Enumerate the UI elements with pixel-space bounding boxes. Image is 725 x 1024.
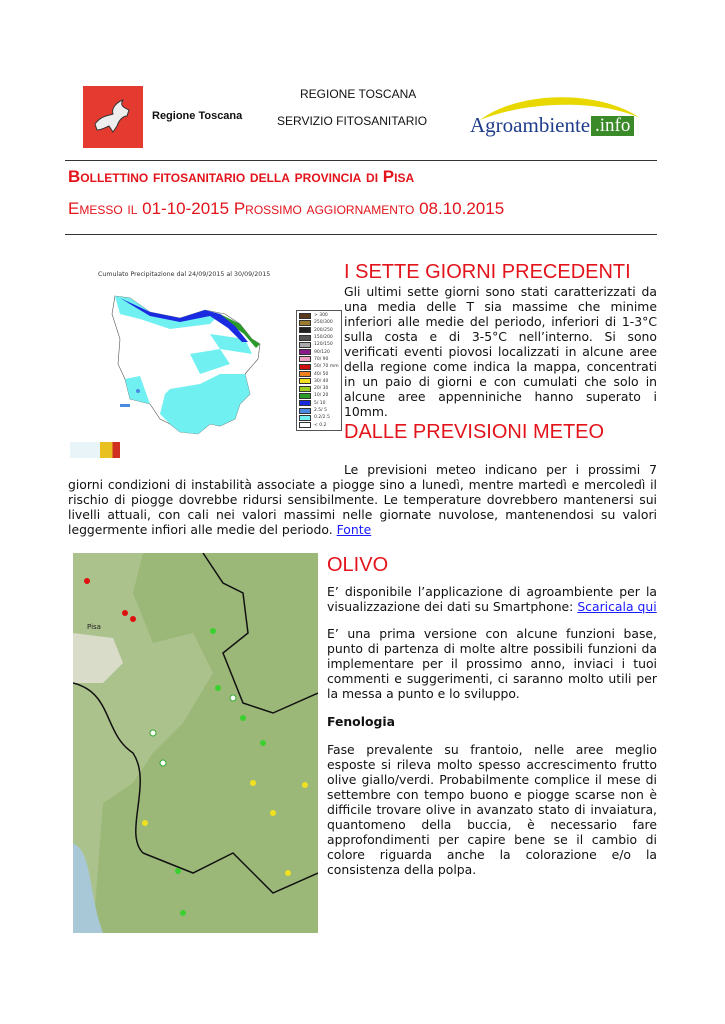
map-label-pisa: Pisa bbox=[87, 623, 101, 631]
olive-monitoring-map bbox=[73, 553, 318, 933]
legend-item: 50/ 70 mm bbox=[299, 363, 339, 370]
legend-item: 30/ 40 bbox=[299, 378, 339, 385]
precip-map-title: Cumulato Precipitazione dal 24/09/2015 al 30/09/2015 bbox=[98, 271, 271, 278]
previous-days-text: Gli ultimi sette giorni sono stati caratterizzati da una media delle T sia massime che minime inferiori alle medie del periodo, inferiori di 1-3°C sulla costa e di 3-5°C nell’interno. Si sono verificati eventi piovosi localizzati in alcune aree della regione come indica la mappa, concentrati in un paio di giorni e con cumulati che solo in alcune aree appenniniche hanno superato i 10mm. bbox=[344, 284, 657, 419]
legend-item: 40/ 50 bbox=[299, 370, 339, 377]
legend-item: 2.5/ 5 bbox=[299, 407, 339, 414]
legend-item: 5/ 10 bbox=[299, 400, 339, 407]
agroambiente-logo: Agroambiente .info bbox=[470, 94, 645, 140]
org-line-2: SERVIZIO FITOSANITARIO bbox=[277, 114, 428, 128]
legend-item: 150/200 bbox=[299, 334, 339, 341]
bulletin-subtitle: Emesso il 01-10-2015 Prossimo aggiornamento 08.10.2015 bbox=[68, 199, 505, 218]
legend-item: 200/250 bbox=[299, 327, 339, 334]
fenologia-heading: Fenologia bbox=[327, 714, 395, 729]
section-heading-previous-days: I SETTE GIORNI PRECEDENTI bbox=[344, 261, 631, 283]
legend-item: 10/ 20 bbox=[299, 392, 339, 399]
legend-item: 20/ 30 bbox=[299, 385, 339, 392]
tuscany-precip-shape bbox=[70, 284, 300, 459]
download-app-link[interactable]: Scaricala qui bbox=[577, 599, 657, 614]
divider bbox=[65, 234, 657, 235]
forecast-text: Le previsioni meteo indicano per i prossimi 7 giorni condizioni di instabilità associate a piogge sino a lunedì, mentre martedì e mercoledì il rischio di piogge dovrebbe ridursi sensibilmente. Le temperature dovrebbero mantenersi sui livelli attuali, con cali nei valori massimi nelle giornate nuvolose, mantenendosi su valori leggermente infiori alle medie del periodo. Fonte bbox=[68, 462, 657, 537]
section-heading-forecast: DALLE PREVISIONI METEO bbox=[344, 421, 605, 443]
legend-item: < 0.2 bbox=[299, 421, 339, 428]
legend-item: 250/300 bbox=[299, 319, 339, 326]
lamma-logo bbox=[70, 442, 120, 458]
legend-item: 0.2/2.5 bbox=[299, 414, 339, 421]
regione-toscana-logo bbox=[83, 86, 143, 148]
org-line-1: REGIONE TOSCANA bbox=[300, 87, 417, 101]
legend-item: 120/150 bbox=[299, 341, 339, 348]
olivo-text: E’ disponibile l’applicazione di agroambiente per la visualizzazione dei dati su Smartphone: Scaricala qui E’ una prima versione con alcune funzioni base, punto di partenza di molte altre possibili funzioni da implementare per il prossimo anno, inviaci i tuoi commenti e suggerimenti, ci saranno molto utili per la messa a punto e lo sviluppo. Fenologia Fase prevalente su frantoio, nelle aree meglio esposte si rileva molto spesso accrescimento frutto olive giallo/verdi. Probabilmente complice il mese di settembre con tempo buono e piogge scarse non è difficile trovare olive in avanzato stato di invaiatura, quantomeno della buccia, è necessario fare approfondimenti per capire bene se il cambio di colore riguarda anche la colorazione e/o la consistenza della polpa. bbox=[327, 584, 657, 877]
bulletin-title: Bollettino fitosanitario della provincia di Pisa bbox=[68, 167, 415, 186]
pegasus-icon bbox=[83, 86, 143, 148]
divider bbox=[65, 160, 657, 161]
legend-item: 90/120 bbox=[299, 348, 339, 355]
precipitation-map bbox=[70, 266, 339, 461]
regione-toscana-label: Regione Toscana bbox=[152, 110, 243, 122]
fenologia-text: Fase prevalente su frantoio, nelle aree meglio esposte si rileva molto spesso accrescimento frutto olive giallo/verdi. Probabilmente complice il mese di settembre con tempo buono e piogge scarse non è difficile trovare olive in avanzato stato di invaiatura, quantomeno della buccia, è necessario fare approfondimenti per capire bene se il cambio di colore riguarda anche la colorazione e/o la consistenza della polpa. bbox=[327, 742, 657, 877]
source-link[interactable]: Fonte bbox=[336, 522, 372, 537]
olive-map-graphic bbox=[73, 553, 318, 933]
precip-legend bbox=[296, 310, 342, 431]
section-heading-olivo: OLIVO bbox=[327, 554, 389, 576]
legend-item: > 300 bbox=[299, 312, 339, 319]
legend-item: 70/ 90 bbox=[299, 356, 339, 363]
